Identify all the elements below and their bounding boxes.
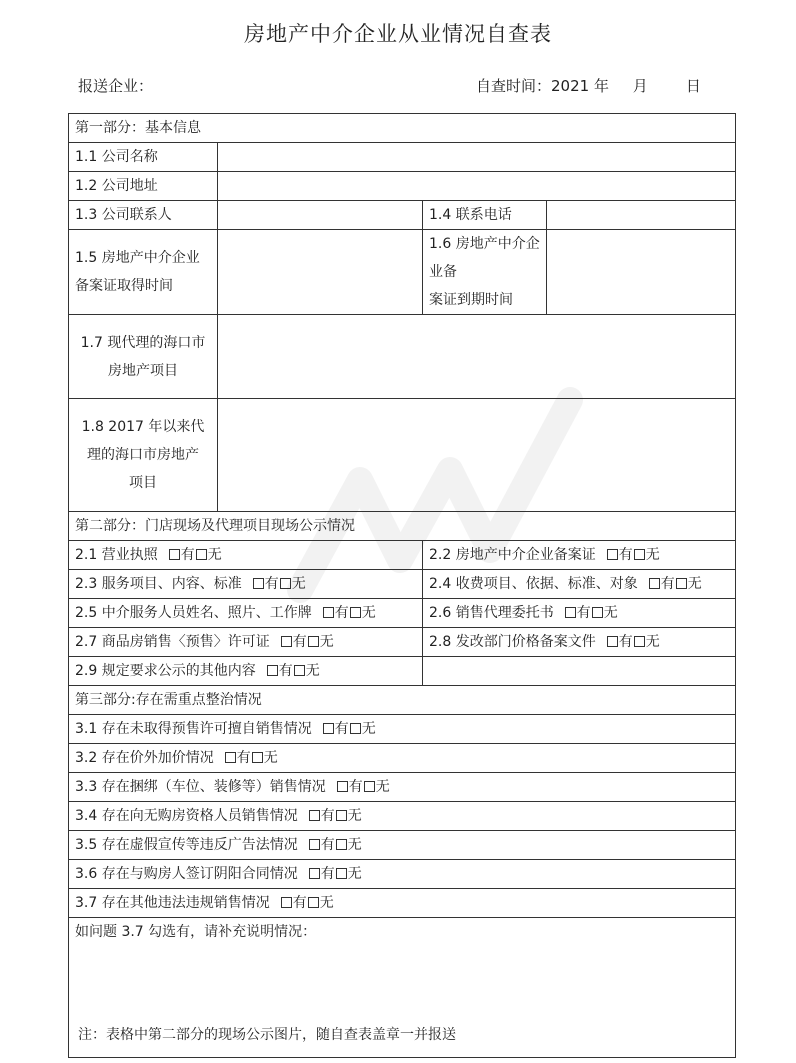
phone-field[interactable] (547, 201, 736, 230)
record-expiry-field[interactable] (547, 230, 736, 315)
yes-label: 有 (236, 750, 251, 766)
reporter-label: 报送企业： (78, 77, 154, 95)
contact-label: 1.3 公司联系人 (69, 201, 218, 230)
checkbox-no[interactable] (308, 636, 319, 647)
yes-no-options (280, 895, 334, 911)
yes-no-options (336, 779, 390, 795)
check-item-label: 2.2 房地产中介企业备案证 (429, 547, 596, 563)
checkbox-yes[interactable] (267, 665, 278, 676)
checkbox-yes[interactable] (607, 636, 618, 647)
yes-no-options (322, 721, 376, 737)
issue-item-label: 3.5 存在虚假宣传等违反广告法情况 (75, 837, 298, 853)
checkbox-yes[interactable] (309, 810, 320, 821)
yes-no-options (564, 605, 618, 621)
company-name-field[interactable] (218, 143, 736, 172)
part3-heading: 第三部分:存在需重点整治情况 (69, 686, 736, 715)
past-projects-line1: 1.8 2017 年以来代 (81, 419, 205, 435)
record-obtained-label (69, 230, 218, 315)
check-item-label: 2.6 销售代理委托书 (429, 605, 554, 621)
checkbox-no[interactable] (252, 752, 263, 763)
checkbox-no[interactable] (350, 723, 361, 734)
yes-label: 有 (180, 547, 195, 563)
issue-item (69, 831, 736, 860)
checkbox-no[interactable] (676, 578, 687, 589)
no-label: 无 (603, 605, 618, 621)
past-projects-label (69, 399, 218, 512)
issue-item-label: 3.1 存在未取得预售许可擅自销售情况 (75, 721, 312, 737)
record-obtained-line1: 1.5 房地产中介企业 (75, 250, 200, 266)
yes-no-options (308, 837, 362, 853)
check-item (69, 570, 423, 599)
issue-item (69, 773, 736, 802)
check-item-label: 2.5 中介服务人员姓名、照片、工作牌 (75, 605, 312, 621)
yes-label: 有 (320, 837, 335, 853)
checkbox-yes[interactable] (309, 839, 320, 850)
yes-label: 有 (618, 547, 633, 563)
contact-field[interactable] (218, 201, 423, 230)
empty-cell (423, 657, 736, 686)
no-label: 无 (319, 634, 334, 650)
part2-heading: 第二部分：门店现场及代理项目现场公示情况 (69, 512, 736, 541)
yes-label: 有 (292, 634, 307, 650)
yes-label: 有 (334, 721, 349, 737)
issue-item-label: 3.4 存在向无购房资格人员销售情况 (75, 808, 298, 824)
check-item (69, 628, 423, 657)
no-label: 无 (347, 837, 362, 853)
no-label: 无 (263, 750, 278, 766)
yes-no-options (266, 663, 320, 679)
yes-no-options (280, 634, 334, 650)
checkbox-no[interactable] (634, 549, 645, 560)
no-label: 无 (291, 576, 306, 592)
checkbox-yes[interactable] (649, 578, 660, 589)
current-projects-label (69, 315, 218, 399)
yes-no-options (252, 576, 306, 592)
checkbox-no[interactable] (634, 636, 645, 647)
no-label: 无 (361, 721, 376, 737)
check-item-label: 2.8 发改部门价格备案文件 (429, 634, 596, 650)
yes-label: 有 (320, 808, 335, 824)
yes-no-options (606, 547, 660, 563)
check-item-label: 2.7 商品房销售〈预售〉许可证 (75, 634, 270, 650)
past-projects-field[interactable] (218, 399, 736, 512)
issue-item (69, 715, 736, 744)
issue-item-label: 3.7 存在其他违法违规销售情况 (75, 895, 270, 911)
record-obtained-field[interactable] (218, 230, 423, 315)
check-item-label: 2.3 服务项目、内容、标准 (75, 576, 242, 592)
yes-no-options (606, 634, 660, 650)
check-item-label: 2.9 规定要求公示的其他内容 (75, 663, 256, 679)
checkbox-yes[interactable] (169, 549, 180, 560)
checkbox-yes[interactable] (281, 897, 292, 908)
no-label: 无 (645, 547, 660, 563)
yes-label: 有 (618, 634, 633, 650)
self-check-table (68, 113, 736, 1058)
check-item (69, 541, 423, 570)
company-address-label: 1.2 公司地址 (69, 172, 218, 201)
checkbox-no[interactable] (308, 897, 319, 908)
checkbox-yes[interactable] (281, 636, 292, 647)
check-item (423, 628, 736, 657)
issue-item (69, 744, 736, 773)
yes-no-options (648, 576, 702, 592)
issue-item-label: 3.2 存在价外加价情况 (75, 750, 214, 766)
checkbox-yes[interactable] (225, 752, 236, 763)
form-title: 房地产中介企业从业情况自查表 (244, 22, 552, 46)
phone-label: 1.4 联系电话 (423, 201, 547, 230)
part1-heading: 第一部分：基本信息 (69, 114, 736, 143)
checkbox-no[interactable] (294, 665, 305, 676)
footnote: 注：表格中第二部分的现场公示图片，随自查表盖章一并报送 (78, 1027, 456, 1043)
yes-label: 有 (576, 605, 591, 621)
yes-label: 有 (334, 605, 349, 621)
issue-item-label: 3.3 存在捆绑（车位、装修等）销售情况 (75, 779, 326, 795)
check-item (69, 657, 423, 686)
no-label: 无 (347, 866, 362, 882)
checkbox-yes[interactable] (309, 868, 320, 879)
yes-label: 有 (264, 576, 279, 592)
yes-label: 有 (348, 779, 363, 795)
company-name-label: 1.1 公司名称 (69, 143, 218, 172)
check-item-label: 2.1 营业执照 (75, 547, 158, 563)
record-expiry-line1: 1.6 房地产中介企业备 (429, 236, 540, 280)
check-item (423, 599, 736, 628)
checkbox-no[interactable] (336, 839, 347, 850)
check-item (69, 599, 423, 628)
yes-no-options (308, 808, 362, 824)
checkbox-yes[interactable] (565, 607, 576, 618)
company-address-field[interactable] (218, 172, 736, 201)
issue-item-label: 3.6 存在与购房人签订阴阳合同情况 (75, 866, 298, 882)
checkbox-no[interactable] (592, 607, 603, 618)
no-label: 无 (375, 779, 390, 795)
no-label: 无 (361, 605, 376, 621)
past-projects-line3: 项目 (129, 475, 157, 491)
checkbox-no[interactable] (336, 810, 347, 821)
checkbox-yes[interactable] (253, 578, 264, 589)
yes-label: 有 (660, 576, 675, 592)
supplement-label: 如问题 3.7 勾选有，请补充说明情况： (75, 924, 317, 940)
checkbox-yes[interactable] (607, 549, 618, 560)
no-label: 无 (645, 634, 660, 650)
checkbox-yes[interactable] (323, 607, 334, 618)
record-obtained-line2: 备案证取得时间 (75, 278, 173, 294)
no-label: 无 (305, 663, 320, 679)
date-label: 自查时间：2021 年 月 日 (476, 77, 701, 95)
check-item (423, 570, 736, 599)
checkbox-no[interactable] (280, 578, 291, 589)
yes-label: 有 (320, 866, 335, 882)
yes-no-options (224, 750, 278, 766)
yes-no-options (168, 547, 222, 563)
yes-no-options (322, 605, 376, 621)
current-projects-field[interactable] (218, 315, 736, 399)
no-label: 无 (319, 895, 334, 911)
yes-label: 有 (292, 895, 307, 911)
checkbox-no[interactable] (350, 607, 361, 618)
past-projects-line2: 理的海口市房地产 (87, 447, 199, 463)
yes-label: 有 (278, 663, 293, 679)
checkbox-yes[interactable] (323, 723, 334, 734)
issue-item (69, 860, 736, 889)
no-label: 无 (347, 808, 362, 824)
checkbox-yes[interactable] (337, 781, 348, 792)
checkbox-no[interactable] (196, 549, 207, 560)
current-projects-line1: 1.7 现代理的海口市 (80, 334, 206, 351)
checkbox-no[interactable] (336, 868, 347, 879)
no-label: 无 (687, 576, 702, 592)
check-item-label: 2.4 收费项目、依据、标准、对象 (429, 576, 638, 592)
issue-item (69, 889, 736, 918)
yes-no-options (308, 866, 362, 882)
checkbox-no[interactable] (364, 781, 375, 792)
record-expiry-label (423, 230, 547, 315)
current-projects-line2: 房地产项目 (108, 362, 178, 379)
record-expiry-line2: 案证到期时间 (429, 292, 513, 308)
check-item (423, 541, 736, 570)
no-label: 无 (207, 547, 222, 563)
issue-item (69, 802, 736, 831)
